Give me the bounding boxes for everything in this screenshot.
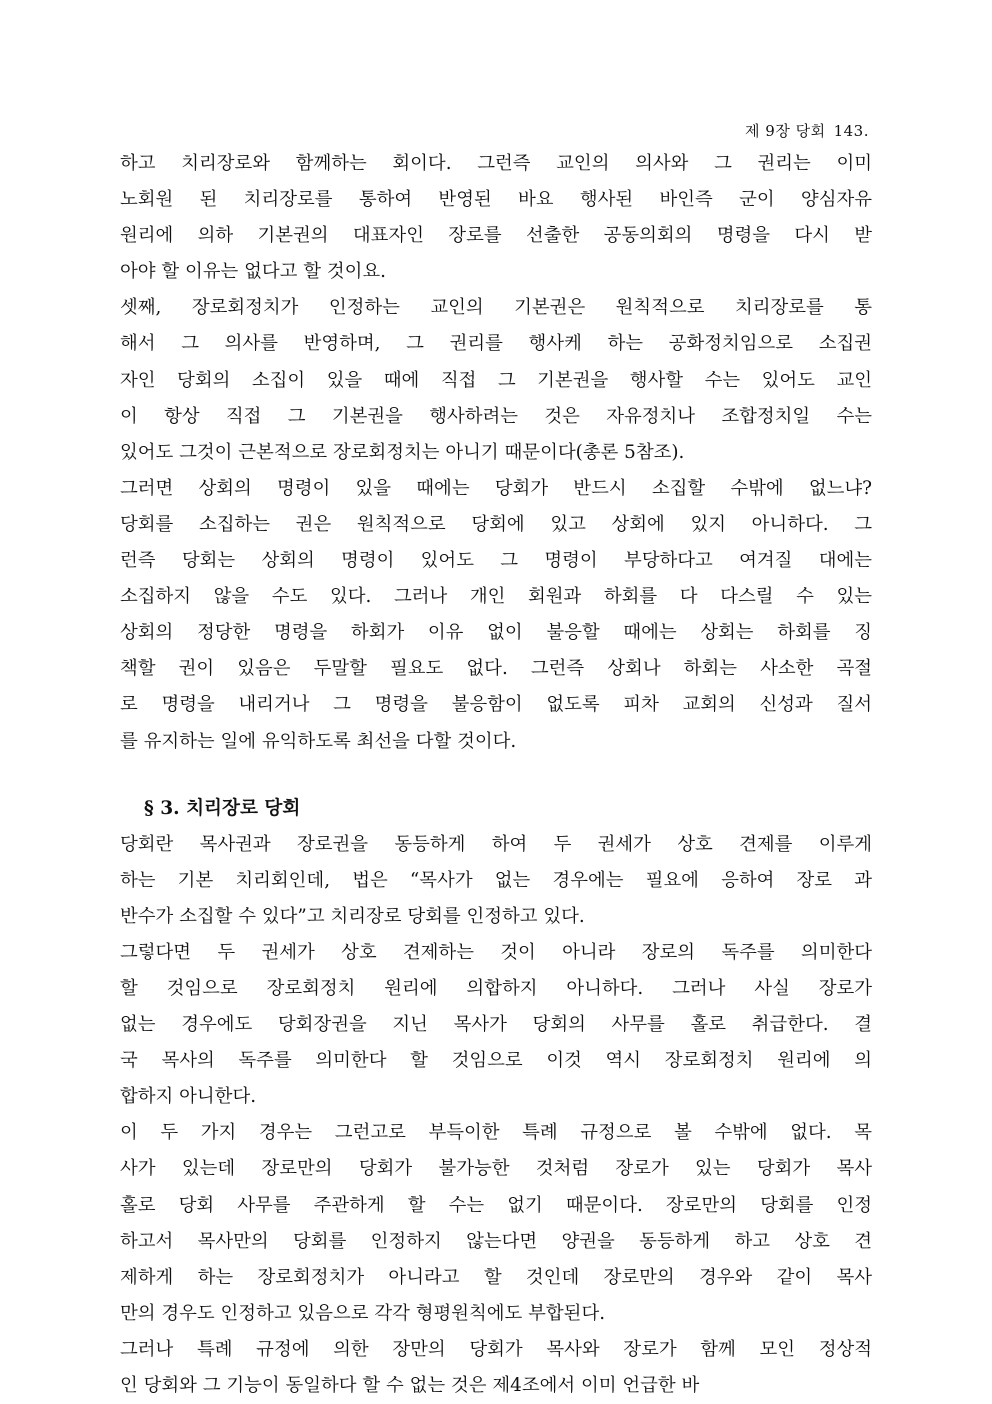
text-line: 반수가 소집할 수 있다”고 치리장로 당회를 인정하고 있다. [120, 905, 585, 927]
paragraph [120, 1332, 872, 1404]
text-line: 해서 그 의사를 반영하며, 그 권리를 행사케 하는 공화정치임으로 소집권 [120, 333, 872, 355]
section-gap [120, 760, 872, 791]
text-line: 셋째, 장로회정치가 인정하는 교인의 기본권은 원칙적으로 치리장로를 통 [120, 297, 872, 319]
text-line: 그렇다면 두 권세가 상호 견제하는 것이 아니라 장로의 독주를 의미한다 [120, 941, 872, 963]
text-line: 노회원 된 치리장로를 통하여 반영된 바요 행사된 바인즉 군이 양심자유 [120, 189, 872, 211]
text-line: 당회란 목사권과 장로권을 동등하게 하여 두 권세가 상호 견제를 이루게 [120, 833, 872, 855]
text-line: 있어도 그것이 근본적으로 장로회정치는 아니기 때문이다(총론 5참조). [120, 441, 685, 463]
text-line: 그러나 특례 규정에 의한 장만의 당회가 목사와 장로가 함께 모인 정상적 [120, 1338, 872, 1360]
section-heading: § 3. 치리장로 당회 [144, 797, 301, 819]
text-line: 이 항상 직접 그 기본권을 행사하려는 것은 자유정치나 조합정치일 수는 [120, 405, 872, 427]
text-line: 그러면 상회의 명령이 있을 때에는 당회가 반드시 소집할 수밖에 없느냐? [120, 477, 872, 499]
text-line: 하고 치리장로와 함께하는 회이다. 그런즉 교인의 의사와 그 권리는 이미 [120, 153, 872, 174]
text-line: 상회의 정당한 명령을 하회가 이유 없이 불응할 때에는 상회는 하회를 징 [120, 622, 872, 644]
text-line: 런즉 당회는 상회의 명령이 있어도 그 명령이 부당하다고 여겨질 대에는 [120, 550, 872, 572]
body-text [120, 146, 872, 1404]
text-line: 하는 기본 치리회인데, 법은 “목사가 없는 경우에는 필요에 응하여 장로 과 [120, 869, 872, 891]
running-header [737, 120, 869, 141]
text-line: 자인 당회의 소집이 있을 때에 직접 그 기본권을 행사할 수는 있어도 교인 [120, 369, 872, 391]
paragraph [120, 471, 872, 760]
text-line: 인 당회와 그 기능이 동일하다 할 수 없는 것은 제4조에서 이미 언급한 바 [120, 1375, 700, 1396]
text-line: 제하게 하는 장로회정치가 아니라고 할 것인데 장로만의 경우와 같이 목사 [120, 1266, 872, 1288]
page-number: 143. [833, 122, 869, 140]
paragraph [120, 146, 872, 290]
text-line: 책할 권이 있음은 두말할 필요도 없다. 그런즉 상회나 하회는 사소한 곡절 [120, 658, 872, 680]
text-line: 만의 경우도 인정하고 있음으로 각각 형평원칙에도 부합된다. [120, 1302, 606, 1324]
text-line: 사가 있는데 장로만의 당회가 불가능한 것처럼 장로가 있는 당회가 목사 [120, 1158, 872, 1180]
text-line: 하고서 목사만의 당회를 인정하지 않는다면 양권을 동등하게 하고 상호 견 [120, 1230, 872, 1252]
paragraph [120, 1115, 872, 1332]
text-line: 없는 경우에도 당회장권을 지닌 목사가 당회의 사무를 홀로 취급한다. 결 [120, 1014, 872, 1036]
text-line: 원리에 의하 기본권의 대표자인 장로를 선출한 공동의회의 명령을 다시 받 [120, 225, 872, 247]
chapter-title: 제 9장 당회 [745, 122, 826, 140]
text-line: 이 두 가지 경우는 그런고로 부득이한 특례 규정으로 볼 수밖에 없다. 목 [120, 1122, 872, 1144]
paragraph [120, 935, 872, 1115]
paragraph [120, 290, 872, 470]
text-line: 로 명령을 내리거나 그 명령을 불응함이 없도록 피차 교회의 신성과 질서 [120, 694, 872, 716]
text-line: 아야 할 이유는 없다고 할 것이요. [120, 261, 387, 283]
text-line: 할 것임으로 장로회정치 원리에 의합하지 아니하다. 그러나 사실 장로가 [120, 977, 872, 999]
text-line: 홀로 당회 사무를 주관하게 할 수는 없기 때문이다. 장로만의 당회를 인정 [120, 1194, 872, 1216]
text-line: 당회를 소집하는 권은 원칙적으로 당회에 있고 상회에 있지 아니하다. 그 [120, 513, 872, 535]
text-line: 를 유지하는 일에 유익하도록 최선을 다할 것이다. [120, 730, 517, 752]
text-line: 국 목사의 독주를 의미한다 할 것임으로 이것 역시 장로회정치 원리에 의 [120, 1050, 872, 1072]
paragraph [120, 827, 872, 935]
text-line: 소집하지 않을 수도 있다. 그러나 개인 회원과 하회를 다 다스릴 수 있는 [120, 586, 872, 608]
text-line: 합하지 아니한다. [120, 1086, 257, 1108]
